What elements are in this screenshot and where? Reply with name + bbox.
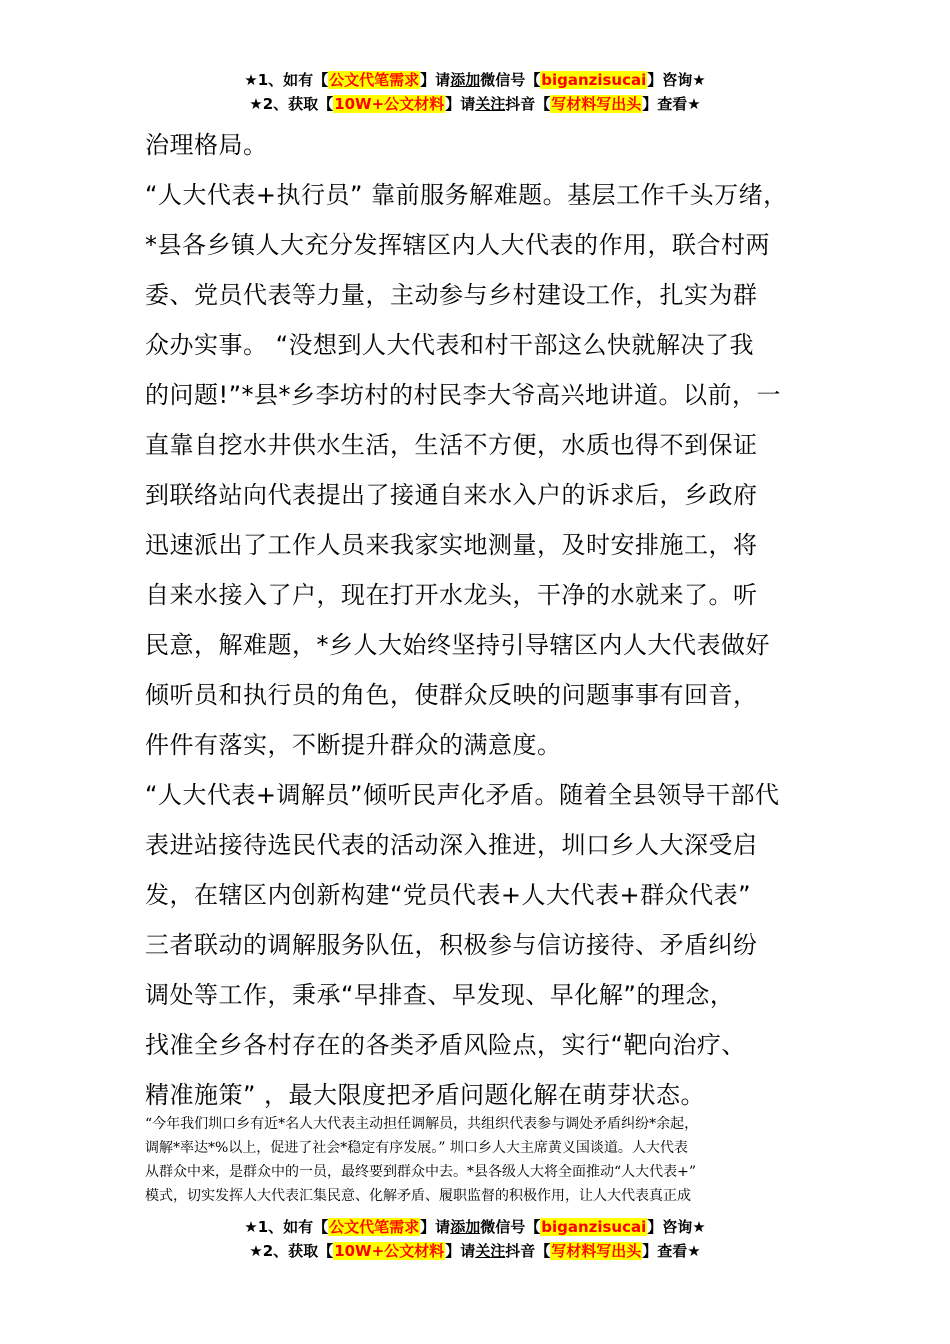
body-line: 众办实事。 “没想到人大代表和村干部这么快就解决了我 (145, 331, 755, 359)
body-line: 迅速派出了工作人员来我家实地测量，及时安排施工，将 (145, 531, 758, 559)
banner-highlight-wechat-id: biganzisucai (541, 1218, 647, 1236)
banner-text: 】查看★ (642, 1242, 701, 1260)
banner-highlight: 10W+公文材料 (334, 95, 445, 113)
banner-text: 抖音【 (505, 1242, 551, 1260)
body-line: “人大代表+调解员”倾听民声化矛盾。随着全县领导干部代 (145, 781, 780, 809)
body-line: 找准全乡各村存在的各类矛盾风险点，实行“靶向治疗、 (145, 1031, 746, 1059)
banner-text: 】咨询★ (647, 1218, 706, 1236)
small-line: 调解*率达*%以上，促进了社会*稳定有序发展。” 圳口乡人大主席黄义国谈道。人大代表 (145, 1140, 688, 1156)
banner-text: 】咨询★ (647, 71, 706, 89)
body-line: 民意，解难题，*乡人大始终坚持引导辖区内人大代表做好 (145, 631, 770, 659)
banner-text: 】请 (420, 71, 451, 89)
banner-highlight-douyin-id: 写材料写出头 (551, 95, 642, 113)
banner-underlined-text: 关注 (475, 95, 506, 113)
banner-underlined-text: 添加 (450, 1218, 481, 1236)
header-banner (0, 68, 950, 116)
body-line: 到联络站向代表提出了接通自来水入户的诉求后，乡政府 (145, 481, 758, 509)
document-body (145, 120, 835, 1120)
small-line: 从群众中来，是群众中的一员，最终要到群众中去。*县各级人大将全面推动“人大代表+” (145, 1164, 697, 1180)
body-line: 件件有落实，不断提升群众的满意度。 (145, 731, 562, 759)
banner-highlight-douyin-id: 写材料写出头 (551, 1242, 642, 1260)
banner-text: ★1、如有【 (244, 1218, 329, 1236)
footer-banner (0, 1215, 950, 1263)
body-line: 发，在辖区内创新构建“党员代表+人大代表+群众代表” (145, 881, 752, 909)
body-line: 的问题!”*县*乡李坊村的村民李大爷高兴地讲道。以前，一 (145, 381, 782, 409)
banner-text: 】查看★ (642, 95, 701, 113)
banner-line-1 (0, 1215, 950, 1239)
banner-highlight-wechat-id: biganzisucai (541, 71, 647, 89)
banner-text: ★2、获取【 (249, 1242, 334, 1260)
body-line: 直靠自挖水井供水生活，生活不方便，水质也得不到保证 (145, 431, 758, 459)
banner-text: 抖音【 (505, 95, 551, 113)
banner-line-1 (0, 68, 950, 92)
banner-text: 】请 (420, 1218, 451, 1236)
banner-text: ★2、获取【 (249, 95, 334, 113)
body-line: 治理格局。 (145, 131, 268, 159)
body-line: “人大代表+执行员” 靠前服务解难题。基层工作千头万绪， (145, 181, 788, 209)
body-line: 表进站接待选民代表的活动深入推进，圳口乡人大深受启 (145, 831, 758, 859)
body-line: 调处等工作，秉承“早排查、早发现、早化解”的理念， (145, 981, 735, 1009)
banner-text: 微信号【 (480, 1218, 541, 1236)
body-line: *县各乡镇人大充分发挥辖区内人大代表的作用，联合村两 (145, 231, 770, 259)
banner-line-2 (0, 92, 950, 116)
banner-underlined-text: 关注 (475, 1242, 506, 1260)
body-line: 三者联动的调解服务队伍，积极参与信访接待、矛盾纠纷 (145, 931, 758, 959)
body-line: 精准施策” ，最大限度把矛盾问题化解在萌芽状态。 (145, 1081, 706, 1109)
body-line: 自来水接入了户，现在打开水龙头，干净的水就来了。听 (145, 581, 758, 609)
banner-line-2 (0, 1239, 950, 1263)
banner-text: 微信号【 (480, 71, 541, 89)
small-print-paragraph (145, 1112, 835, 1208)
body-line: 委、党员代表等力量，主动参与乡村建设工作，扎实为群 (145, 281, 758, 309)
body-line: 倾听员和执行员的角色，使群众反映的问题事事有回音， (145, 681, 758, 709)
banner-highlight: 公文代笔需求 (329, 1218, 420, 1236)
banner-highlight: 10W+公文材料 (334, 1242, 445, 1260)
small-line: “今年我们圳口乡有近*名人大代表主动担任调解员，共组织代表参与调处矛盾纠纷*余起， (145, 1116, 699, 1132)
banner-highlight: 公文代笔需求 (329, 71, 420, 89)
small-line: 模式，切实发挥人大代表汇集民意、化解矛盾、履职监督的积极作用，让人大代表真正成 (145, 1188, 691, 1204)
banner-text: 】请 (445, 95, 476, 113)
banner-text: ★1、如有【 (244, 71, 329, 89)
banner-text: 】请 (445, 1242, 476, 1260)
banner-underlined-text: 添加 (450, 71, 481, 89)
